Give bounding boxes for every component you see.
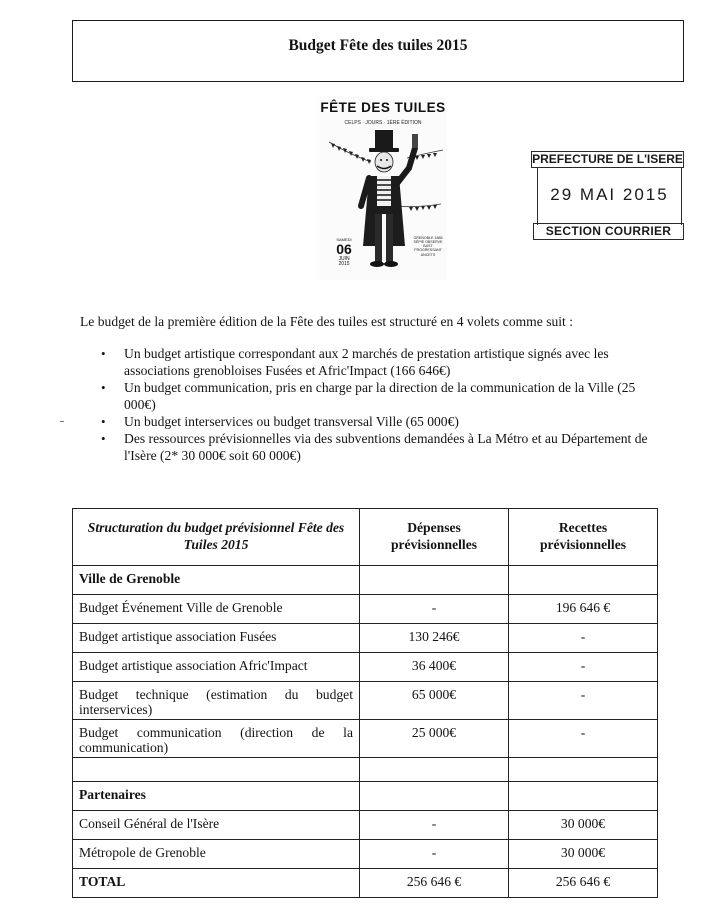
section-row (73, 566, 658, 595)
page-title: Budget Fête des tuiles 2015 (288, 37, 468, 54)
stamp-prefecture: PREFECTURE DE L'ISERE (532, 152, 683, 166)
event-poster (319, 96, 447, 280)
intro-paragraph: Le budget de la première édition de la Fête des tuiles est structuré en 4 volets comme suit : (80, 314, 574, 329)
table-row: Conseil Général de l'Isère - 30 000€ (73, 811, 658, 840)
bullet-icon: • (101, 431, 106, 446)
reception-stamp (531, 151, 684, 239)
section-partenaires: Partenaires (73, 782, 360, 811)
poster-month: JUIN (338, 256, 350, 262)
total-row (73, 869, 658, 898)
empty-row (73, 758, 658, 782)
section-ville: Ville de Grenoble (73, 566, 360, 595)
list-item: • Des ressources prévisionnelles via des subventions demandées à La Métro et au Département de l'Isère (2* 30 000€ soit 60 000€) (101, 431, 648, 463)
table-row: Budget technique (estimation du budget interservices) 65 000€ - (73, 682, 658, 720)
stamp-section: SECTION COURRIER (533, 223, 684, 240)
bullet-icon: • (101, 414, 106, 429)
stamp-date: 29 MAI 2015 (537, 167, 682, 225)
total-recettes: 256 646 € (509, 869, 658, 898)
poster-day: 06 (336, 241, 352, 257)
bullet-icon: • (101, 380, 106, 395)
table-header-row (73, 509, 658, 566)
list-item: • Un budget interservices ou budget transversal Ville (65 000€) (101, 414, 459, 429)
list-item: • Un budget communication, pris en charge par la direction de la communication de la Ville (25 000€) (101, 380, 636, 412)
section-row (73, 782, 658, 811)
poster-info: GRENOBLE 1885 SÉPIE OBSERVE BAST PROGRESSANT ANCETS (413, 236, 443, 257)
poster-date (333, 238, 355, 267)
budget-bullet-list (100, 345, 660, 464)
poster-year: 2015 (338, 261, 350, 267)
total-depenses: 256 646 € (360, 869, 509, 898)
table-row: Budget Événement Ville de Grenoble - 196 646 € (73, 595, 658, 624)
bullet-icon: • (101, 346, 106, 361)
header-depenses: Dépenses prévisionnelles (360, 509, 509, 566)
poster-title: FÊTE DES TUILES (320, 100, 446, 115)
margin-mark (60, 421, 64, 422)
table-row: Métropole de Grenoble - 30 000€ (73, 840, 658, 869)
total-label: TOTAL (73, 869, 360, 898)
title-box (72, 20, 684, 82)
header-recettes: Recettes prévisionnelles (509, 509, 658, 566)
list-item: • Un budget artistique correspondant aux 2 marchés de prestation artistique signés avec les associations grenobloises Fusées et Afric'Impact (166 646€) (101, 346, 609, 378)
budget-table (72, 508, 658, 898)
table-row: Budget artistique association Fusées 130 246€ - (73, 624, 658, 653)
header-structure: Structuration du budget prévisionnel Fête des Tuiles 2015 (73, 509, 360, 566)
poster-day-label: SAMEDI (336, 237, 352, 242)
table-row: Budget artistique association Afric'Impact 36 400€ - (73, 653, 658, 682)
table-row: Budget communication (direction de la communication) 25 000€ - (73, 720, 658, 758)
poster-subtitle: CELPS · JOURS · 1ÈRE ÉDITION (344, 120, 422, 126)
